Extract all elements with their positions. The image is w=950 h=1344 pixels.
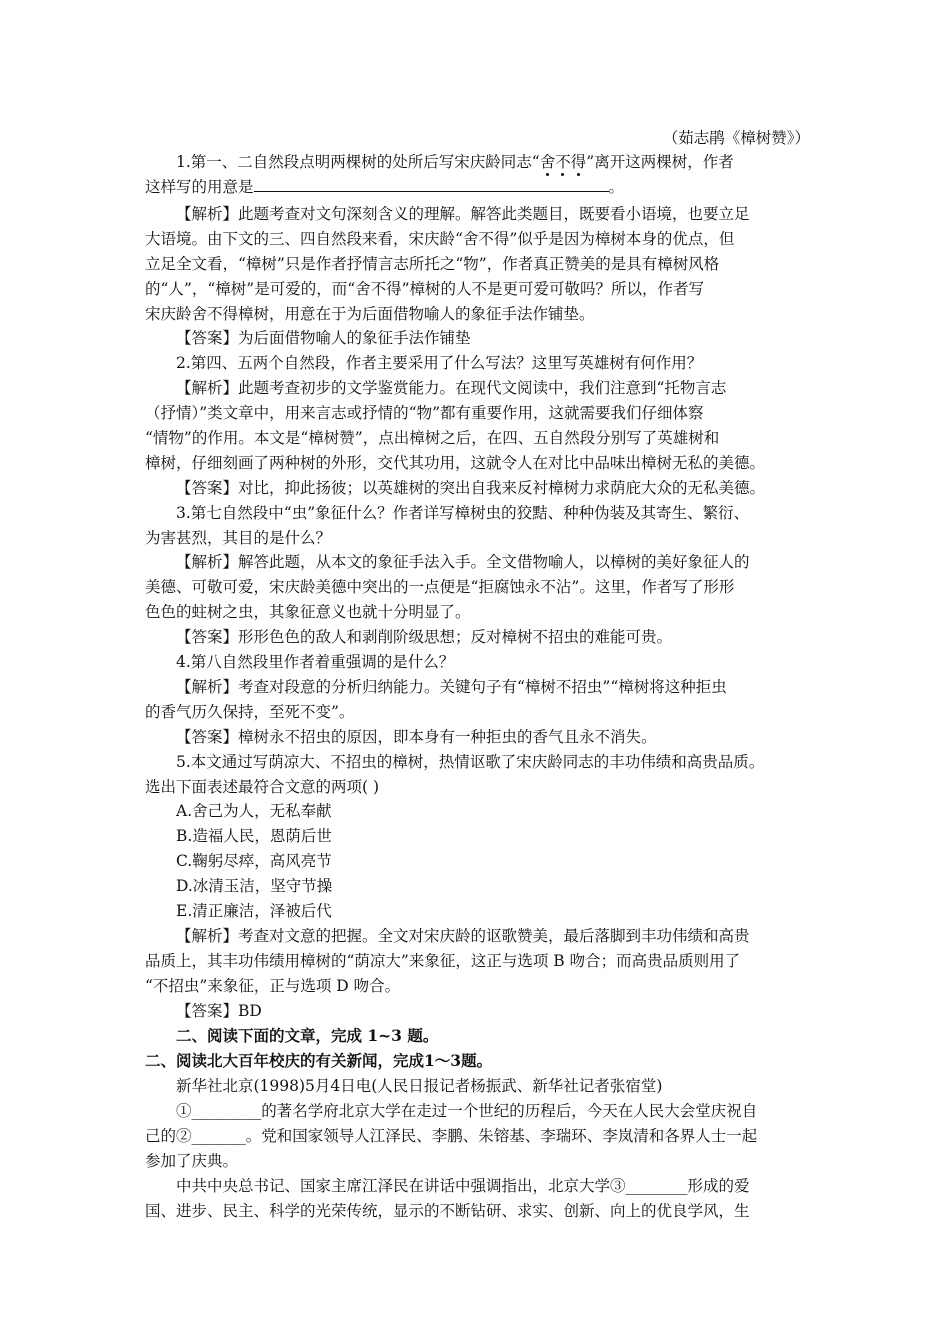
- source-citation: （茹志鹃《樟树赞》）: [662, 129, 810, 147]
- question-5: 5.本文通过写荫凉大、不招虫的樟树，热情讴歌了宋庆龄同志的丰功伟绩和高贵品质。: [176, 753, 765, 771]
- paragraph-line: 己的②_______。党和国家领导人江泽民、李鹏、朱镕基、李瑞环、李岚清和各界人士一起: [145, 1127, 758, 1145]
- answer-line: 【答案】对比，抑此扬彼；以英雄树的突出自我来反衬樟树力求荫庇大众的无私美德。: [176, 479, 766, 497]
- question-4: 4.第八自然段里作者着重强调的是什么？: [176, 653, 455, 671]
- option-a: A.舍己为人，无私奉献: [176, 802, 332, 820]
- answer-line: 【答案】樟树永不招虫的原因，即本身有一种拒虫的香气且永不消失。: [176, 728, 657, 746]
- analysis-line: 【解析】此题考查对文句深刻含义的理解。解答此类题目，既要看小语境，也要立足: [176, 205, 750, 223]
- option-e: E.清正廉洁，泽被后代: [176, 902, 332, 920]
- question-3: 3.第七自然段中“虫”象征什么？作者详写樟树虫的狡黠、种种伪装及其寄生、繁衍、: [176, 504, 750, 522]
- paragraph-line: 参加了庆典。: [145, 1152, 239, 1170]
- analysis-line: 樟树，仔细刻画了两种树的外形，交代其功用，这就令人在对比中品味出樟树无私的美德。: [145, 454, 766, 472]
- section-heading: 二、阅读下面的文章，完成 1~3 题。: [176, 1026, 439, 1045]
- question-1-prefix: 1.第一、二自然段点明两棵树的处所后写宋庆龄同志“: [176, 153, 540, 171]
- option-c: C.鞠躬尽瘁，高风亮节: [176, 852, 332, 870]
- analysis-line: 色色的蛀树之虫，其象征意义也就十分明显了。: [145, 603, 471, 621]
- question-2: 2.第四、五两个自然段，作者主要采用了什么写法？这里写英雄树有何作用？: [176, 354, 703, 372]
- news-dateline: 新华社北京(1998)5月4日电(人民日报记者杨振武、新华社记者张宿堂): [176, 1077, 663, 1095]
- answer-line: 【答案】为后面借物喻人的象征手法作铺垫: [176, 329, 471, 347]
- emphasis-char: 舍: [539, 153, 556, 171]
- analysis-line: “情物”的作用。本文是“樟树赞”，点出樟树之后，在四、五自然段分别写了英雄树和: [145, 429, 720, 447]
- analysis-line: 立足全文看，“樟树”只是作者抒情言志所托之“物”，作者真正赞美的是具有樟树风格: [145, 255, 720, 273]
- answer-line: 【答案】BD: [176, 1002, 262, 1020]
- answer-line: 【答案】形形色色的敌人和剥削阶级思想；反对樟树不招虫的难能可贵。: [176, 628, 673, 646]
- analysis-line: “不招虫”来象征，正与选项 D 吻合。: [145, 977, 401, 995]
- analysis-line: （抒情）”类文章中，用来言志或抒情的“物”都有重要作用，这就需要我们仔细体察: [145, 404, 704, 422]
- analysis-line: 宋庆龄舍不得樟树，用意在于为后面借物喻人的象征手法作铺垫。: [145, 305, 595, 323]
- analysis-line: 大语境。由下文的三、四自然段来看，宋庆龄“舍不得”似乎是因为樟树本身的优点，但: [145, 230, 735, 248]
- question-1-line2: [145, 176, 624, 198]
- question-1-suffix: ”离开这两棵树，作者: [586, 153, 734, 171]
- question-1: [176, 151, 734, 173]
- question-3-line2: 为害甚烈，其目的是什么？: [145, 529, 332, 547]
- question-1-line2-suffix: 。: [608, 178, 625, 196]
- analysis-line: 的香气历久保持，至死不变”。: [145, 703, 355, 721]
- paragraph-line: 国、进步、民主、科学的光荣传统，显示的不断钻研、求实、创新、向上的优良学风，生: [145, 1202, 750, 1220]
- analysis-line: 【解析】解答此题，从本文的象征手法入手。全文借物喻人，以樟树的美好象征人的: [176, 553, 750, 571]
- analysis-line: 【解析】此题考查初步的文学鉴赏能力。在现代文阅读中，我们注意到“托物言志: [176, 379, 727, 397]
- question-1-line2-prefix: 这样写的用意是: [145, 178, 254, 196]
- emphasis-char: 不: [555, 153, 571, 171]
- option-d: D.冰清玉洁，坚守节操: [176, 877, 333, 895]
- analysis-line: 品质上，其丰功伟绩用樟树的“荫凉大”来象征，这正与选项 B 吻合；而高贵品质则用了: [145, 952, 741, 970]
- analysis-line: 美德、可敬可爱，宋庆龄美德中突出的一点便是“拒腐蚀永不沾”。这里，作者写了形形: [145, 578, 735, 596]
- answer-blank[interactable]: [254, 177, 609, 192]
- paragraph-line: ①_________的著名学府北京大学在走过一个世纪的历程后，今天在人民大会堂庆祝自: [176, 1102, 758, 1120]
- analysis-line: 【解析】考查对文意的把握。全文对宋庆龄的讴歌赞美，最后落脚到丰功伟绩和高贵: [176, 927, 750, 945]
- analysis-line: 【解析】考查对段意的分析归纳能力。关键句子有“樟树不招虫”“樟树将这种拒虫: [176, 678, 727, 696]
- section-heading: 二、阅读北大百年校庆的有关新闻，完成1～3题。: [145, 1051, 493, 1070]
- option-b: B.造福人民，恩荫后世: [176, 827, 332, 845]
- analysis-line: 的“人”，“樟树”是可爱的，而“舍不得”樟树的人不是更可爱可敬吗？所以，作者写: [145, 280, 705, 298]
- paragraph-line: 中共中央总书记、国家主席江泽民在讲话中强调指出，北京大学③________形成的爱: [176, 1177, 750, 1195]
- emphasis-char: 得: [570, 153, 587, 171]
- question-5-line2: 选出下面表述最符合文意的两项( ): [145, 778, 380, 796]
